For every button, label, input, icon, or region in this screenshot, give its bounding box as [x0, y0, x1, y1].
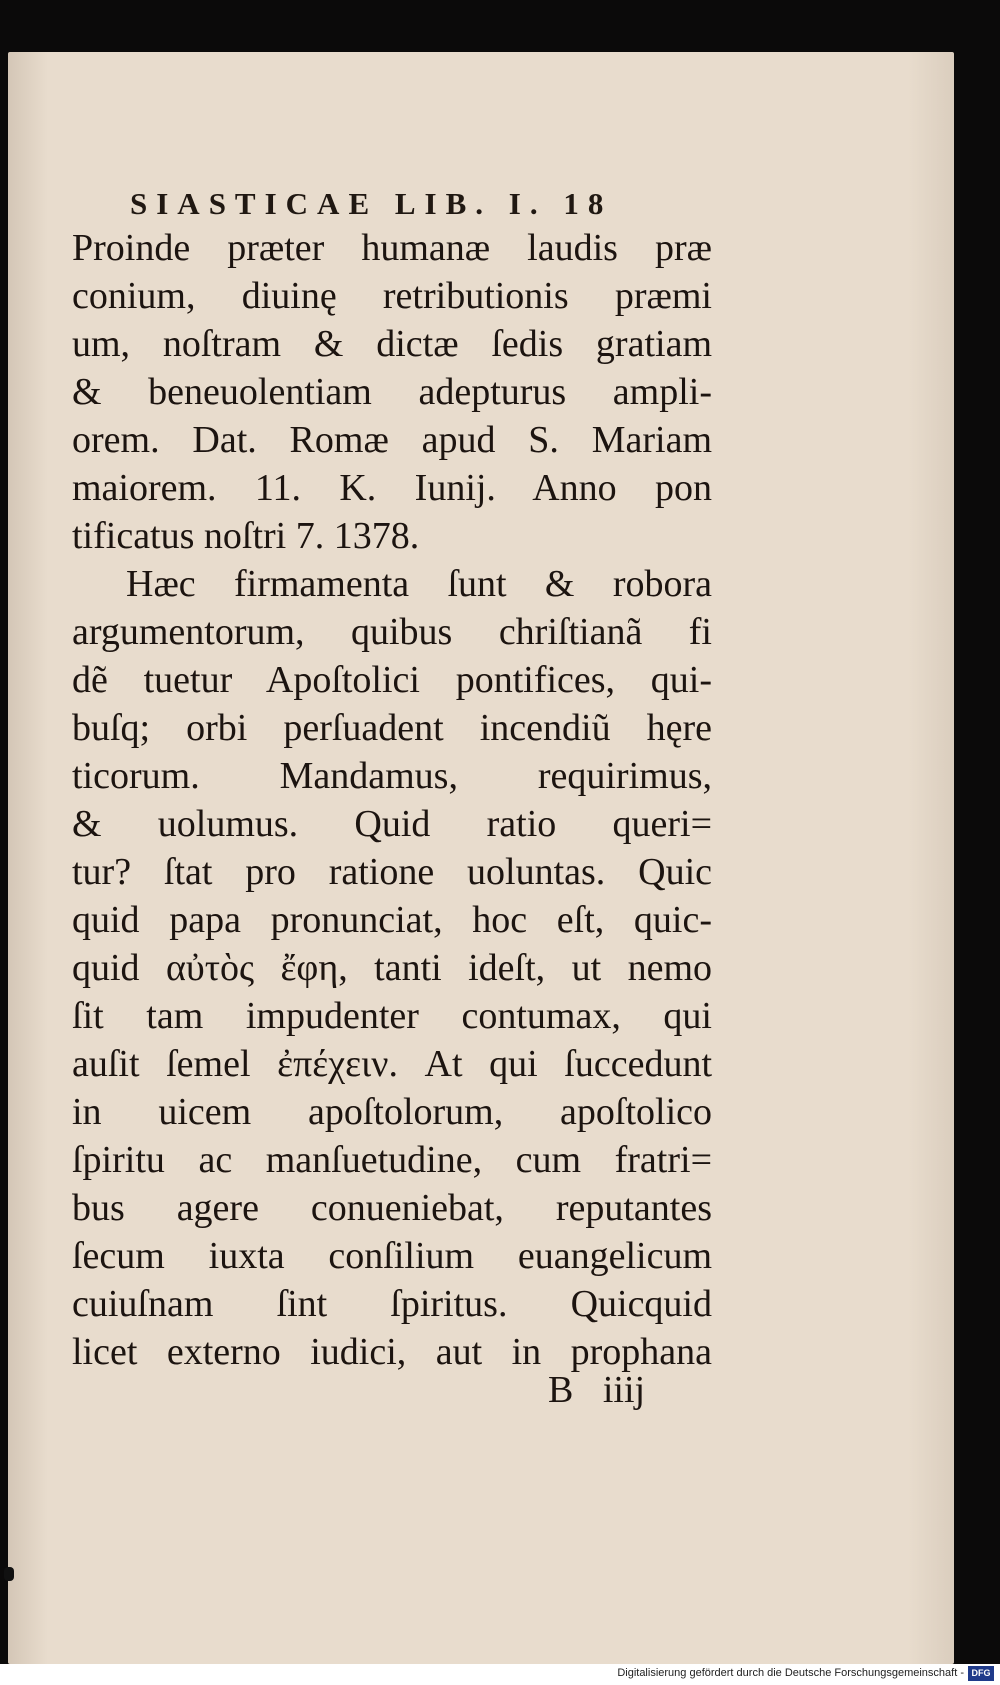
- text-line: tur? ſtat pro ratione uoluntas. Quic: [72, 851, 712, 893]
- text-line: buſq; orbi perſuadent incendiũ hęre: [72, 707, 712, 749]
- text-line: ſecum iuxta conſilium euangelicum: [72, 1235, 712, 1277]
- text-line: ticorum. Mandamus, requirimus,: [72, 755, 712, 797]
- signature-mark: B iiij: [548, 1369, 646, 1411]
- text-line: um, noſtram & dictæ ſedis gratiam: [72, 323, 712, 365]
- text-line: dẽ tuetur Apoſtolici pontifices, qui-: [72, 659, 712, 701]
- text-line: Proinde præter humanæ laudis præ: [72, 227, 712, 269]
- text-line: conium, diuinę retributionis præmi: [72, 275, 712, 317]
- text-line: ſit tam impudenter contumax, qui: [72, 995, 712, 1037]
- text-line: argumentorum, quibus chriſtianã fi: [72, 611, 712, 653]
- footer-credit: Digitalisierung gefördert durch die Deutsche Forschungsgemeinschaft -: [617, 1667, 964, 1679]
- text-line: orem. Dat. Romæ apud S. Mariam: [72, 419, 712, 461]
- text-line: & beneuolentiam adepturus ampli-: [72, 371, 712, 413]
- text-line: in uicem apoſtolorum, apoſtolico: [72, 1091, 712, 1133]
- footer-bar: [0, 1664, 1000, 1685]
- text-line: tificatus noſtri 7. 1378.: [72, 515, 420, 557]
- text-line: ſpiritu ac manſuetudine, cum fratri=: [72, 1139, 712, 1181]
- text-line: & uolumus. Quid ratio queri=: [72, 803, 712, 845]
- text-line: maiorem. 11. K. Iunij. Anno pon: [72, 467, 712, 509]
- running-header: SIASTICAE LIB. I. 18: [130, 186, 613, 221]
- text-line: cuiuſnam ſint ſpiritus. Quicquid: [72, 1283, 712, 1325]
- text-line: auſit ſemel ἐπέχειν. At qui ſuccedunt: [72, 1043, 712, 1085]
- text-line: quid αὐτὸς ἔφη, tanti ideſt, ut nemo: [72, 947, 712, 989]
- binding-mark: [4, 1567, 14, 1581]
- text-line: Hæc firmamenta ſunt & robora: [126, 563, 712, 605]
- dfg-logo-icon: DFG: [968, 1666, 994, 1681]
- text-line: bus agere conueniebat, reputantes: [72, 1187, 712, 1229]
- text-line: licet externo iudici, aut in prophana: [72, 1331, 712, 1373]
- text-line: quid papa pronunciat, hoc eſt, quic-: [72, 899, 712, 941]
- body-text: [72, 224, 712, 1376]
